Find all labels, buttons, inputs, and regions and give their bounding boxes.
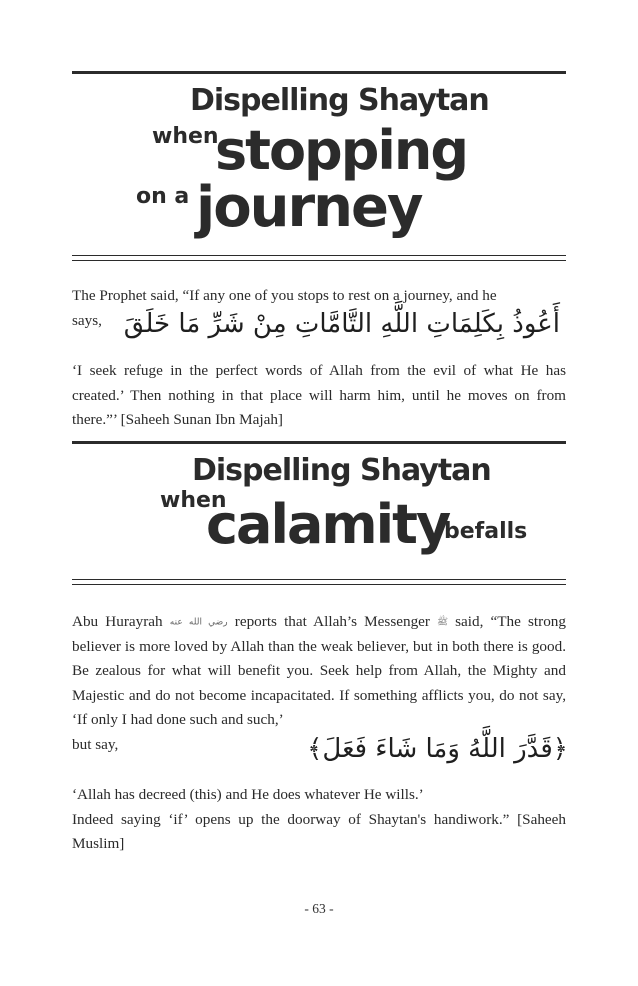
heading2-dispelling: Dispelling Shaytan bbox=[192, 453, 491, 488]
narrator-name: Abu Hurayrah bbox=[72, 613, 163, 630]
heading1-when: when bbox=[152, 124, 219, 149]
hadith-text-a: reports that Allah’s Messenger bbox=[234, 613, 430, 630]
section1-says: says, bbox=[72, 311, 102, 329]
top-rule bbox=[72, 71, 566, 74]
heading2-when: when bbox=[160, 488, 227, 513]
section1-arabic-dua: أَعُوذُ بِكَلِمَاتِ اللَّهِ التَّامَّاتِ مِنْ شَرِّ مَا خَلَقَ bbox=[123, 309, 560, 339]
heading2-befalls: befalls bbox=[444, 519, 528, 544]
section2-hadith bbox=[72, 610, 566, 733]
middle-rule bbox=[72, 441, 566, 444]
heading2-calamity: calamity bbox=[206, 493, 450, 556]
section1-translation: ‘I seek refuge in the perfect words of Allah from the evil of what He has created.’ Then nothing in that place will harm him, until he moves on from there.”’ [Saheeh Sunan Ibn Majah] bbox=[72, 362, 566, 428]
heading2-bottom-rule bbox=[72, 579, 566, 585]
heading1-dispelling: Dispelling Shaytan bbox=[190, 83, 489, 118]
section2-arabic-phrase: ﴿قَدَّرَ اللَّهُ وَمَا شَاءَ فَعَلَ﴾ bbox=[307, 734, 568, 764]
hadith-text-b: said, “The strong believer is more loved by Allah than the weak believer, but in both there is good. Be zealous for what will benefit you. Seek help from Allah, the Mighty and Majestic and do not become incapacitated. If something afflicts you, do not say, ‘If only I had done such and such,’ bbox=[72, 613, 566, 729]
section2-but-say: but say, bbox=[72, 735, 119, 753]
page-number: - 63 - bbox=[304, 901, 334, 916]
salla-honorific: ﷺ bbox=[437, 617, 448, 628]
section2-closing bbox=[72, 783, 566, 857]
heading1-bottom-rule bbox=[72, 255, 566, 261]
section2-translation: ‘Allah has decreed (this) and He does whatever He wills.’ bbox=[72, 786, 424, 803]
section1-intro-line1: The Prophet said, “If any one of you stops to rest on a journey, and he bbox=[72, 287, 497, 304]
radiya-honorific: رضي الله عنه bbox=[169, 617, 228, 628]
section2-closing-text: Indeed saying ‘if’ opens up the doorway of Shaytan's handiwork.” [Saheeh Muslim] bbox=[72, 810, 566, 852]
heading1-journey: journey bbox=[196, 175, 422, 240]
heading1-on-a: on a bbox=[136, 184, 190, 209]
heading1-stopping: stopping bbox=[215, 119, 467, 182]
